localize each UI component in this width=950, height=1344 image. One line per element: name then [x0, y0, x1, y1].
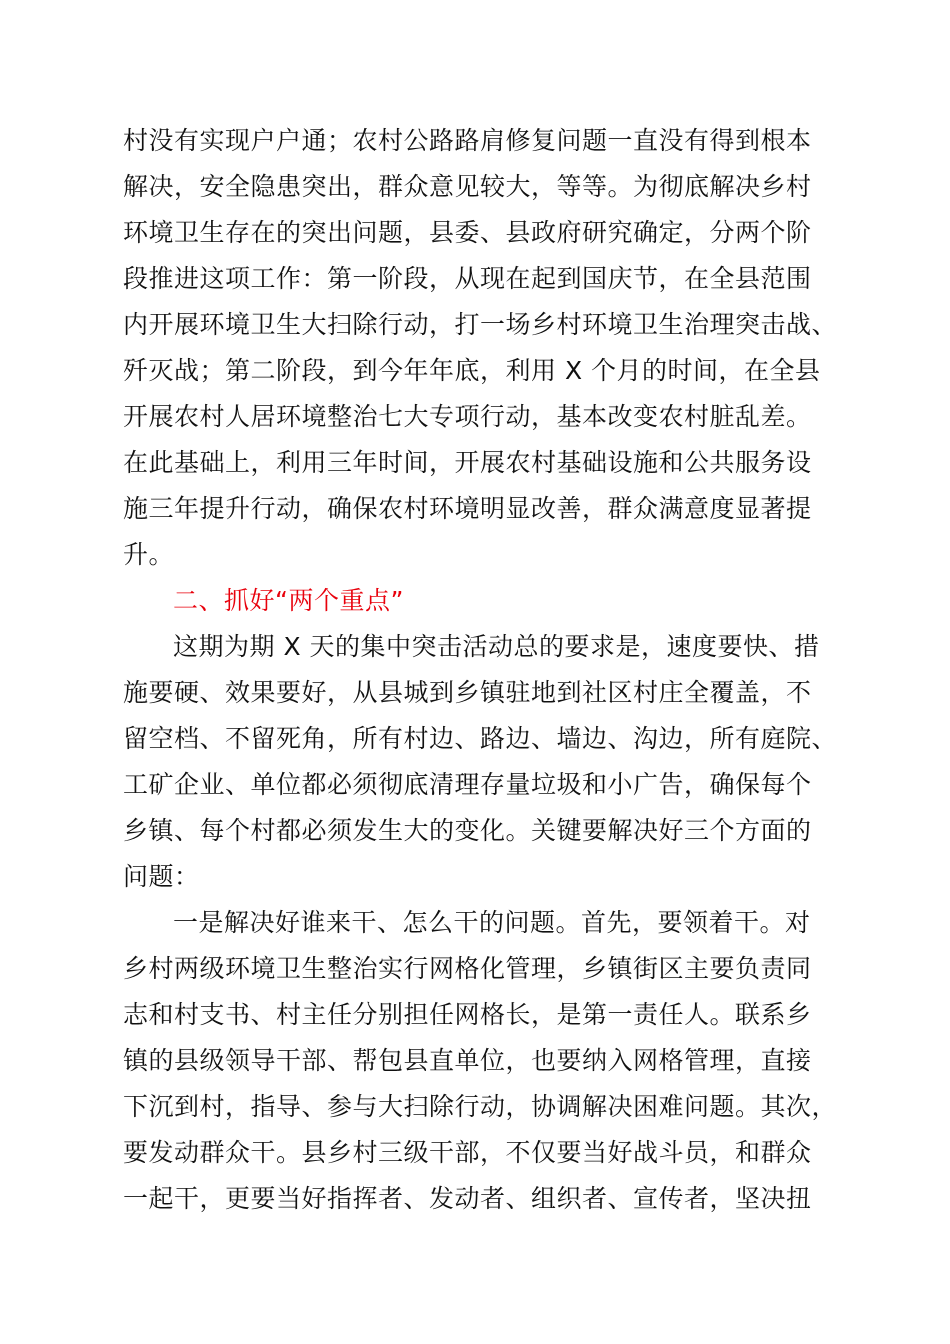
text-line: 这期为期 X 天的集中突击活动总的要求是，速度要快、措 [173, 632, 820, 661]
paragraph-requirements [123, 624, 843, 900]
text-line: 解决，安全隐患突出，群众意见较大，等等。为彻底解决乡村 [123, 172, 812, 201]
text-line: 乡村两级环境卫生整治实行网格化管理，乡镇街区主要负责同 [123, 954, 812, 983]
text-line: 留空档、不留死角，所有村边、路边、墙边、沟边，所有庭院、 [123, 724, 838, 753]
text-line: 村没有实现户户通；农村公路路肩修复问题一直没有得到根本 [123, 126, 812, 155]
document-body [123, 118, 843, 1222]
text-line: 施要硬、效果要好，从县城到乡镇驻地到社区村庄全覆盖，不 [123, 678, 812, 707]
text-line: 升。 [123, 540, 175, 569]
text-line: 镇的县级领导干部、帮包县直单位，也要纳入网格管理，直接 [123, 1046, 812, 1075]
text-line: 志和村支书、村主任分别担任网格长，是第一责任人。联系乡 [123, 1000, 812, 1029]
text-line: 要发动群众干。县乡村三级干部，不仅要当好战斗员，和群众 [123, 1138, 812, 1167]
text-line: 一是解决好谁来干、怎么干的问题。首先，要领着干。对 [173, 908, 811, 937]
text-line: 一起干，更要当好指挥者、发动者、组织者、宣传者，坚决扭 [123, 1184, 812, 1213]
section-heading: 二、抓好“两个重点” [173, 586, 404, 615]
paragraph-who-does [123, 900, 843, 1222]
text-line: 环境卫生存在的突出问题，县委、县政府研究确定，分两个阶 [123, 218, 812, 247]
text-line: 乡镇、每个村都必须发生大的变化。关键要解决好三个方面的 [123, 816, 812, 845]
text-line: 在此基础上，利用三年时间，开展农村基础设施和公共服务设 [123, 448, 812, 477]
text-line: 工矿企业、单位都必须彻底清理存量垃圾和小广告，确保每个 [123, 770, 812, 799]
paragraph-continuation [123, 118, 843, 578]
text-line: 内开展环境卫生大扫除行动，打一场乡村环境卫生治理突击战、 [123, 310, 838, 339]
text-line: 问题： [123, 862, 200, 891]
text-line: 开展农村人居环境整治七大专项行动，基本改变农村脏乱差。 [123, 402, 812, 431]
text-line: 施三年提升行动，确保农村环境明显改善，群众满意度显著提 [123, 494, 812, 523]
text-line: 段推进这项工作：第一阶段，从现在起到国庆节，在全县范围 [123, 264, 812, 293]
text-line: 下沉到村，指导、参与大扫除行动，协调解决困难问题。其次， [123, 1092, 838, 1121]
text-line: 歼灭战；第二阶段，到今年年底，利用 X 个月的时间，在全县 [123, 356, 821, 385]
